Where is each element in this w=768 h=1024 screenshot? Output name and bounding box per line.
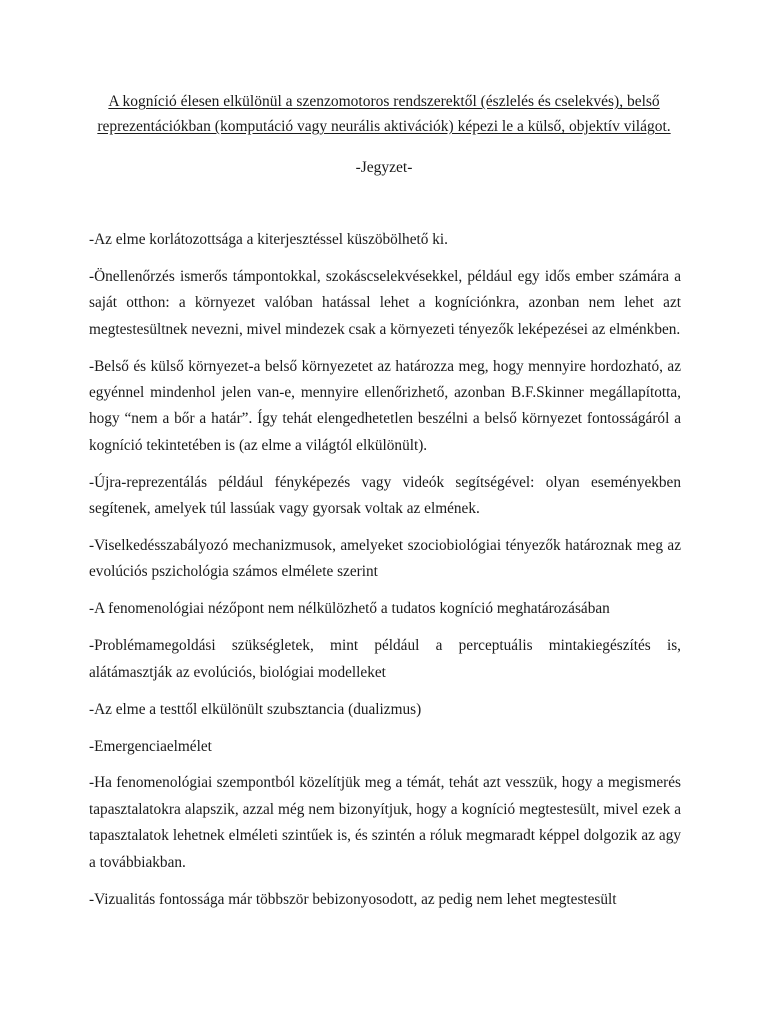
- paragraph-3: -Belső és külső környezet-a belső környezetet az határozza meg, hogy mennyire hordozható, az egyénnel mindenhol jelen van-e, mennyire ellenőrizhető, azonban B.F.Skinner megállapította, hogy “nem a bőr a határ”. Így tehát elengedhetetlen beszélni a belső környezet fontosságáról a kogníció tekintetében is (az elme a világtól elkülönült).: [89, 357, 681, 454]
- paragraph-9: -Emergenciaelmélet: [89, 737, 212, 755]
- paragraph-10: -Ha fenomenológiai szempontból közelítjük meg a témát, tehát azt vesszük, hogy a megismerés tapasztalatokra alapszik, azzal még nem bizonyítjuk, hogy a kogníció megtestesült, mivel ezek a tapasztalatok lehetnek elméleti szintűek is, és szintén a róluk megmaradt képpel dolgozik az agy a továbbiakban.: [89, 774, 681, 871]
- paragraph-2: -Önellenőrzés ismerős támpontokkal, szokáscselekvésekkel, például egy idős ember számára a saját otthon: a környezet valóban hatással lehet a kogníciónkra, azonban nem lehet azt megtestesültnek nevezni, mivel mindezek csak a környezeti tényezők leképezései az elménkben.: [89, 267, 681, 338]
- document-title: A kogníció élesen elkülönül a szenzomotoros rendszerektől (észlelés és cselekvés), belső reprezentációkban (komputáció vagy neurális aktivációk) képezi le a külső, objektív világot.: [97, 93, 671, 135]
- paragraph-8: -Az elme a testtől elkülönült szubsztancia (dualizmus): [89, 700, 422, 718]
- paragraph-5: -Viselkedésszabályozó mechanizmusok, amelyeket szociobiológiai tényezők határoznak meg az evolúciós pszichológia számos elmélete szerint: [89, 537, 681, 581]
- paragraph-11: -Vizualitás fontossága már többször bebizonyosodott, az pedig nem lehet megtestesült: [89, 890, 617, 908]
- paragraph-7: -Problémamegoldási szükségletek, mint például a perceptuális mintakiegészítés is, alátámasztják az evolúciós, biológiai modelleket: [89, 637, 681, 681]
- paragraph-1: -Az elme korlátozottsága a kiterjesztéssel küszöbölhető ki.: [89, 231, 448, 248]
- paragraph-4: -Újra-reprezentálás például fényképezés vagy videók segítségével: olyan eseményekben segítenek, amelyek túl lassúak vagy gyorsak voltak az elmének.: [89, 473, 681, 518]
- document-subtitle: -Jegyzet-: [355, 159, 413, 176]
- paragraph-6: -A fenomenológiai nézőpont nem nélkülözhető a tudatos kogníció meghatározásában: [89, 600, 610, 618]
- document-body: [89, 227, 681, 923]
